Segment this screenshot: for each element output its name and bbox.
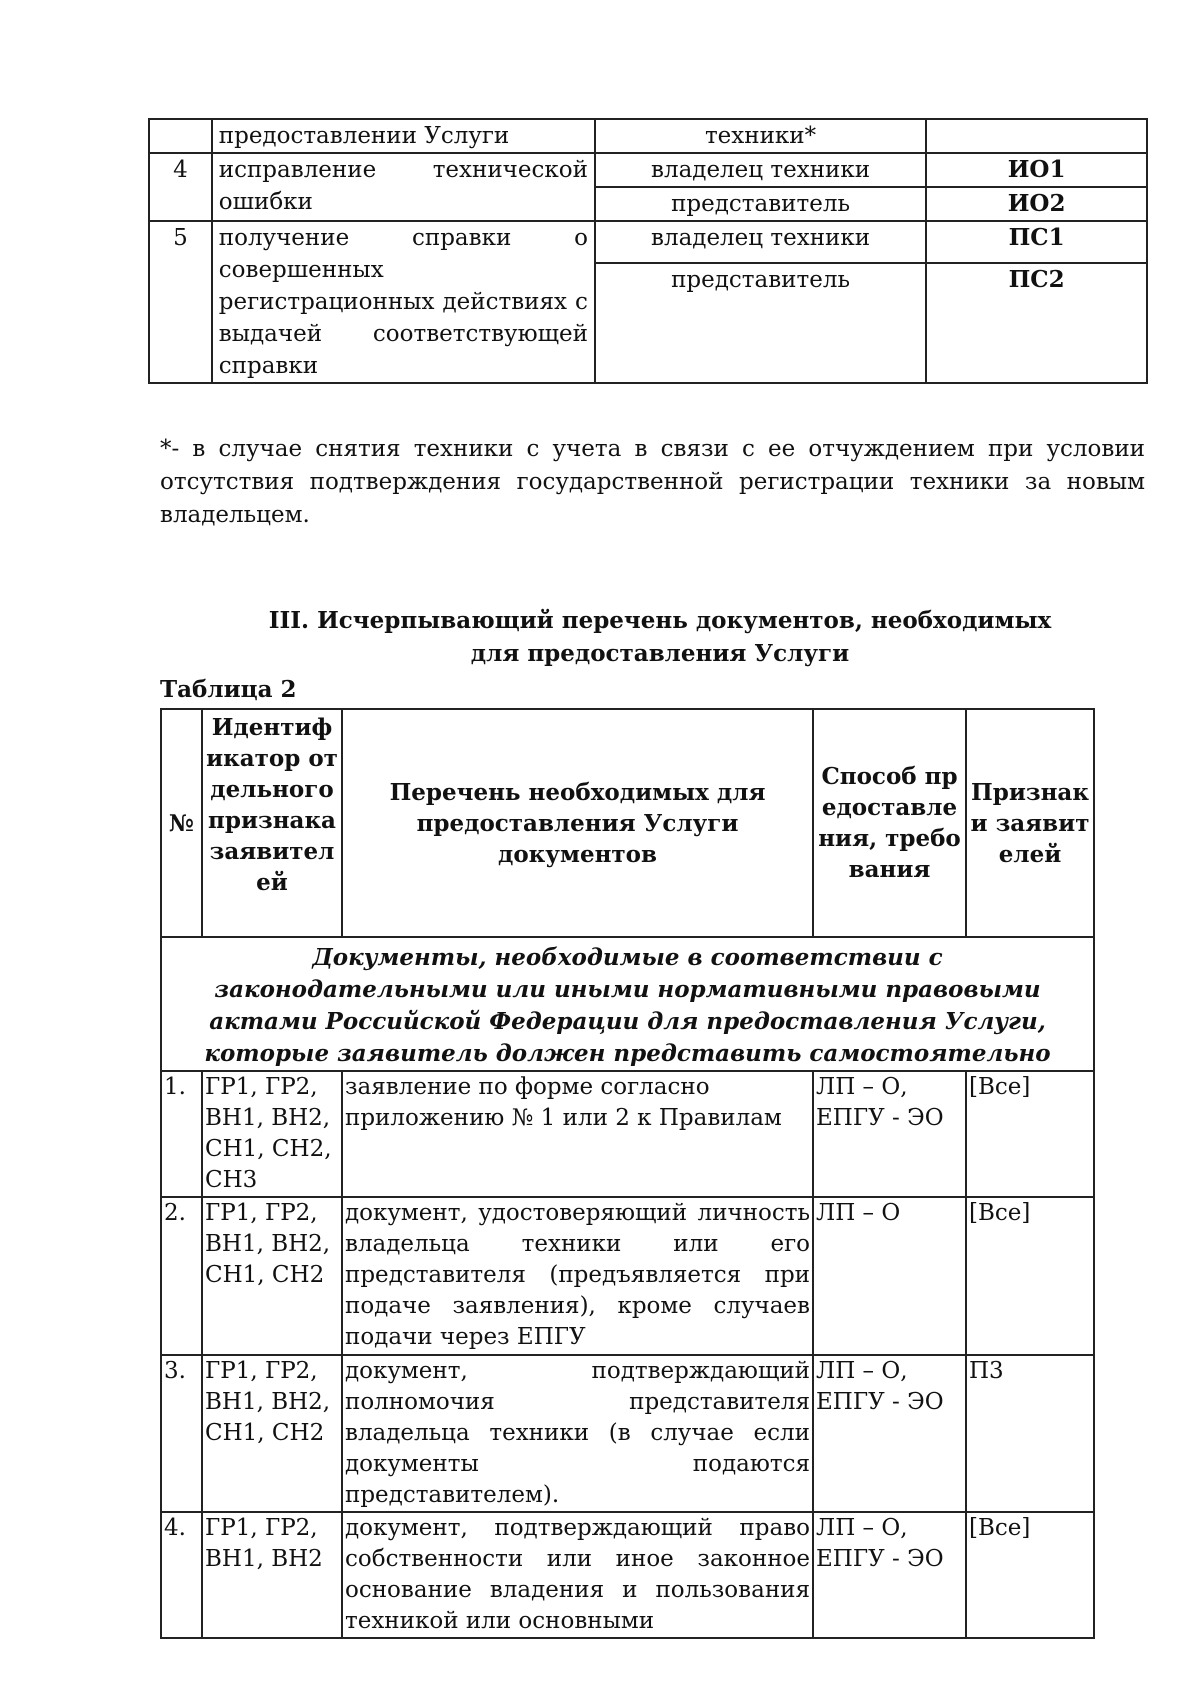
table-row: [149, 119, 1147, 153]
table-row: [161, 1071, 1094, 1197]
section-title: [100, 604, 1200, 670]
table-row: [149, 153, 1147, 187]
row-applicant-signs: [Все]: [966, 1071, 1094, 1197]
row-number: 4.: [161, 1512, 202, 1638]
table-caption: Таблица 2: [160, 676, 297, 703]
result-name: исправление технической ошибки: [212, 153, 595, 221]
table-row: [161, 1197, 1094, 1355]
section-title-line-1: III. Исчерпывающий перечень документов, необходимых: [268, 607, 1052, 634]
applicant-type: представитель: [595, 187, 926, 221]
result-name: получение справки о совершенных регистрационных действиях с выдачей соответствующей справки: [212, 221, 595, 383]
row-document: заявление по форме согласно приложению № 1 или 2 к Правилам: [342, 1071, 813, 1197]
table-row: [161, 1512, 1094, 1638]
row-document: документ, подтверждающий право собственности или иное законное основание владения и пользования техникой или основными: [342, 1512, 813, 1638]
applicant-type: представитель: [595, 263, 926, 383]
variant-id: ПС1: [926, 221, 1147, 263]
row-identifiers: ГР1, ГР2, ВН1, ВН2: [202, 1512, 342, 1638]
row-identifiers: ГР1, ГР2, ВН1, ВН2, СН1, СН2: [202, 1197, 342, 1355]
documents-table: [160, 708, 1095, 1639]
header-document-list: Перечень необходимых для предоставления Услуги документов: [342, 709, 813, 937]
row-number: 1.: [161, 1071, 202, 1197]
group-header: Документы, необходимые в соответствии с законодательными или иными нормативными правовыми актами Российской Федерации для предоставления Услуги, которые заявитель должен представить самостоятельно: [161, 937, 1094, 1071]
row-document: документ, подтверждающий полномочия представителя владельца техники (в случае если документы подаются представителем).: [342, 1355, 813, 1512]
row-method: ЛП – О, ЕПГУ - ЭО: [813, 1355, 966, 1512]
applicant-type: владелец техники: [595, 153, 926, 187]
row-number: 5: [149, 221, 212, 383]
result-name: предоставлении Услуги: [212, 119, 595, 153]
row-number: [149, 119, 212, 153]
row-method: ЛП – О: [813, 1197, 966, 1355]
row-applicant-signs: П3: [966, 1355, 1094, 1512]
table-row: [149, 221, 1147, 263]
variant-id: ИО2: [926, 187, 1147, 221]
variant-id: [926, 119, 1147, 153]
row-number: 4: [149, 153, 212, 221]
applicant-variants-table: [148, 118, 1148, 384]
header-method: Способ предоставления, требования: [813, 709, 966, 937]
applicant-type: владелец техники: [595, 221, 926, 263]
row-applicant-signs: [Все]: [966, 1197, 1094, 1355]
variant-id: ИО1: [926, 153, 1147, 187]
applicant-type: техники*: [595, 119, 926, 153]
row-document: документ, удостоверяющий личность владельца техники или его представителя (предъявляется при подаче заявления), кроме случаев подачи через ЕПГУ: [342, 1197, 813, 1355]
table-header-row: [161, 709, 1094, 937]
section-title-line-2: для предоставления Услуги: [470, 640, 850, 667]
header-identifier: Идентификатор отдельного признака заявителей: [202, 709, 342, 937]
row-method: ЛП – О, ЕПГУ - ЭО: [813, 1071, 966, 1197]
row-identifiers: ГР1, ГР2, ВН1, ВН2, СН1, СН2: [202, 1355, 342, 1512]
row-number: 3.: [161, 1355, 202, 1512]
row-applicant-signs: [Все]: [966, 1512, 1094, 1638]
group-header-row: [161, 937, 1094, 1071]
row-method: ЛП – О, ЕПГУ - ЭО: [813, 1512, 966, 1638]
footnote: *- в случае снятия техники с учета в связи с ее отчуждением при условии отсутствия подтверждения государственной регистрации техники за новым владельцем.: [160, 436, 1145, 528]
variant-id: ПС2: [926, 263, 1147, 383]
header-applicant-signs: Признаки заявителей: [966, 709, 1094, 937]
row-identifiers: ГР1, ГР2, ВН1, ВН2, СН1, СН2, СН3: [202, 1071, 342, 1197]
table-row: [161, 1355, 1094, 1512]
row-number: 2.: [161, 1197, 202, 1355]
header-number: №: [161, 709, 202, 937]
